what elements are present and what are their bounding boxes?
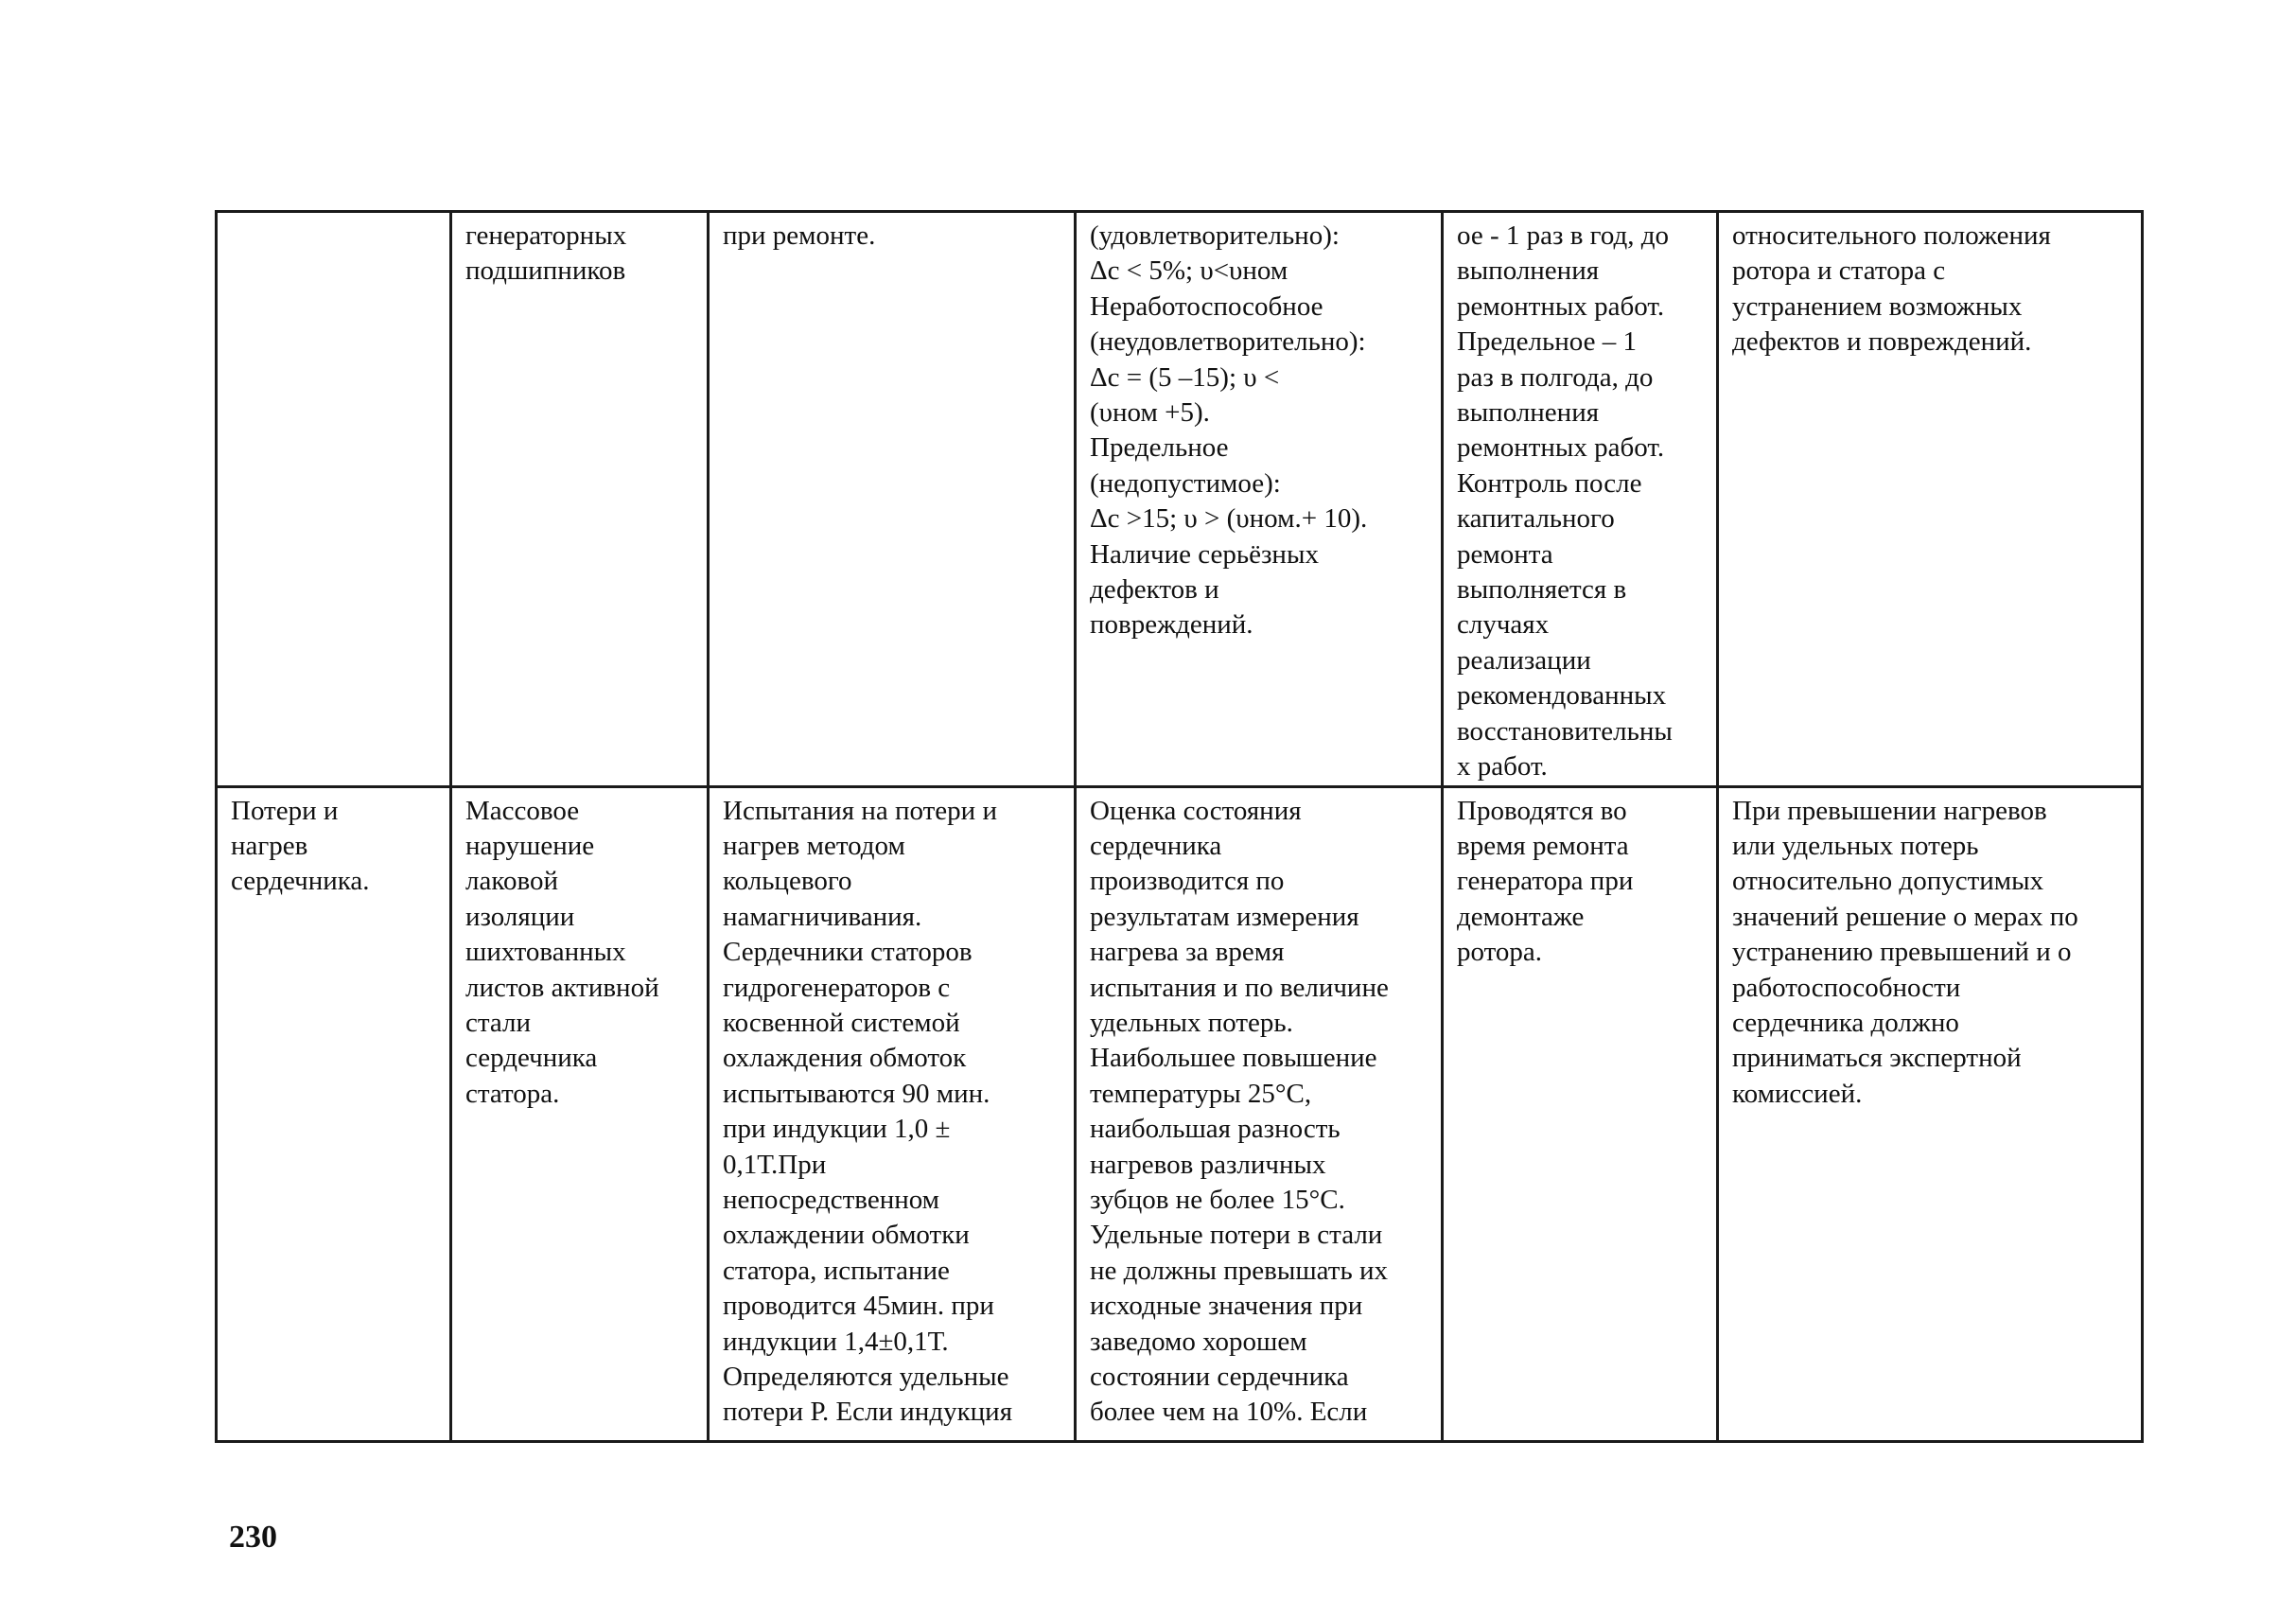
cell-text-line: значений решение о мерах по	[1732, 901, 2078, 932]
cell-text-line: Определяются удельные	[723, 1362, 1009, 1392]
cell-text-line: косвенной системой	[723, 1007, 960, 1038]
cell-text-line: листов активной	[465, 972, 659, 1003]
cell-text-line: при ремонте.	[723, 220, 876, 251]
cell-r1-c1	[217, 212, 451, 787]
cell-text-line: Предельное – 1	[1457, 326, 1638, 358]
cell-text-line: результатам измерения	[1090, 901, 1359, 932]
cell-text-line: производится по	[1090, 866, 1285, 897]
cell-r2-c6	[1718, 786, 2143, 1441]
cell-text-line: гидрогенераторов с	[723, 972, 951, 1003]
cell-text-line: работоспособности	[1732, 972, 1961, 1003]
cell-text-line: ремонта	[1457, 538, 1553, 570]
cell-text-line: Неработоспособное	[1090, 290, 1323, 322]
cell-text-line: или удельных потерь	[1732, 830, 1979, 861]
cell-text-line: устранению превышений и о	[1732, 937, 2072, 968]
cell-r2-c2	[451, 786, 709, 1441]
cell-text-line: дефектов и повреждений.	[1732, 326, 2032, 358]
cell-r1-c3	[709, 212, 1076, 787]
cell-text-line: шихтованных	[465, 937, 626, 968]
cell-text-line: охлаждении обмотки	[723, 1220, 970, 1251]
cell-r1-c4	[1076, 212, 1443, 787]
document-table	[215, 210, 2144, 1443]
cell-text-line: х работ.	[1457, 751, 1548, 782]
cell-r2-c5	[1443, 786, 1718, 1441]
cell-text-line: выполнения	[1457, 255, 1600, 287]
cell-text-line: Оценка состояния	[1090, 795, 1302, 826]
cell-text-line: (υном +5).	[1090, 397, 1210, 429]
cell-text-line: Δc = (5 –15); υ <	[1090, 361, 1280, 393]
cell-text-line: зубцов не более 15°С.	[1090, 1184, 1345, 1215]
cell-text-line: генераторных	[465, 220, 627, 251]
cell-text-line: не должны превышать их	[1090, 1255, 1388, 1286]
cell-text-line: нагревов различных	[1090, 1149, 1326, 1180]
table-row	[217, 786, 2143, 1441]
cell-text-line: сердечника	[1090, 830, 1222, 861]
cell-r1-c5	[1443, 212, 1718, 787]
cell-text-line: ротора и статора с	[1732, 255, 1946, 287]
cell-text-line: сердечника.	[231, 866, 370, 897]
cell-text-line: комиссией.	[1732, 1078, 1863, 1109]
cell-r1-c2	[451, 212, 709, 787]
cell-text-line: Сердечники статоров	[723, 937, 973, 968]
cell-text-line: температуры 25°С,	[1090, 1078, 1312, 1109]
cell-text-line: ое - 1 раз в год, до	[1457, 220, 1669, 251]
cell-text-line: при индукции 1,0 ±	[723, 1114, 951, 1145]
cell-text-line: Потери и	[231, 795, 339, 826]
cell-text-line: время ремонта	[1457, 830, 1629, 861]
cell-r1-c6	[1718, 212, 2143, 787]
cell-text-line: Контроль после	[1457, 467, 1642, 499]
cell-text-line: дефектов и	[1090, 574, 1219, 606]
cell-text-line: статора.	[465, 1078, 560, 1109]
cell-text-line: Массовое	[465, 795, 580, 826]
cell-r2-c3	[709, 786, 1076, 1441]
cell-text-line: нагрева за время	[1090, 937, 1285, 968]
cell-text-line: относительно допустимых	[1732, 866, 2044, 897]
cell-text-line: изоляции	[465, 901, 575, 932]
cell-text-line: ротора.	[1457, 937, 1543, 968]
cell-text-line: испытания и по величине	[1090, 972, 1389, 1003]
cell-r2-c1	[217, 786, 451, 1441]
cell-text-line: капитального	[1457, 503, 1615, 535]
cell-text-line: ремонтных работ.	[1457, 290, 1665, 322]
cell-text-line: При превышении нагревов	[1732, 795, 2047, 826]
cell-text-line: демонтаже	[1457, 901, 1585, 932]
table-row	[217, 212, 2143, 787]
cell-text-line: нарушение	[465, 830, 595, 861]
cell-text-line: кольцевого	[723, 866, 852, 897]
page-number: 230	[229, 1520, 277, 1555]
cell-text-line: Проводятся во	[1457, 795, 1627, 826]
cell-r2-c4	[1076, 786, 1443, 1441]
cell-text-line: устранением возможных	[1732, 290, 2023, 322]
cell-text-line: наибольшая разность	[1090, 1114, 1341, 1145]
cell-text-line: выполнения	[1457, 397, 1600, 429]
cell-text-line: (неудовлетворительно):	[1090, 326, 1366, 358]
cell-text-line: подшипников	[465, 255, 626, 287]
cell-text-line: исходные значения при	[1090, 1291, 1363, 1322]
cell-text-line: повреждений.	[1090, 609, 1253, 641]
cell-text-line: генератора при	[1457, 866, 1634, 897]
cell-text-line: непосредственном	[723, 1184, 940, 1215]
cell-text-line: проводится 45мин. при	[723, 1291, 994, 1322]
cell-text-line: раз в полгода, до	[1457, 361, 1654, 393]
cell-text-line: Δc < 5%; υ<υном	[1090, 255, 1288, 287]
cell-text-line: (недопустимое):	[1090, 467, 1281, 499]
cell-text-line: нагрев методом	[723, 830, 905, 861]
cell-text-line: реализации	[1457, 644, 1591, 676]
cell-text-line: испытываются 90 мин.	[723, 1078, 990, 1109]
cell-text-line: рекомендованных	[1457, 680, 1667, 712]
cell-text-line: Δc >15; υ > (υном.+ 10).	[1090, 503, 1368, 535]
cell-text-line: лаковой	[465, 866, 558, 897]
cell-text-line: относительного положения	[1732, 220, 2051, 251]
cell-text-line: восстановительны	[1457, 715, 1673, 747]
cell-text-line: ремонтных работ.	[1457, 432, 1665, 464]
cell-text-line: более чем на 10%. Если	[1090, 1397, 1368, 1428]
cell-text-line: (удовлетворительно):	[1090, 220, 1340, 251]
cell-text-line: намагничивания.	[723, 901, 922, 932]
cell-text-line: сердечника должно	[1732, 1007, 1959, 1038]
cell-text-line: приниматься экспертной	[1732, 1043, 2022, 1074]
cell-text-line: Наличие серьёзных	[1090, 538, 1319, 570]
cell-text-line: заведомо хорошем	[1090, 1326, 1307, 1357]
cell-text-line: стали	[465, 1007, 532, 1038]
cell-text-line: удельных потерь.	[1090, 1007, 1293, 1038]
cell-text-line: Наибольшее повышение	[1090, 1043, 1377, 1074]
cell-text-line: потери Р. Если индукция	[723, 1397, 1013, 1428]
cell-text-line: нагрев	[231, 830, 308, 861]
cell-text-line: сердечника	[465, 1043, 598, 1074]
cell-text-line: 0,1Т.При	[723, 1149, 827, 1180]
cell-text-line: индукции 1,4±0,1Т.	[723, 1326, 949, 1357]
cell-text-line: выполняется в	[1457, 574, 1627, 606]
cell-text-line: Предельное	[1090, 432, 1229, 464]
cell-text-line: случаях	[1457, 609, 1550, 641]
cell-text-line: Удельные потери в стали	[1090, 1220, 1383, 1251]
cell-text-line: охлаждения обмоток	[723, 1043, 967, 1074]
cell-text-line: статора, испытание	[723, 1255, 950, 1286]
cell-text-line: Испытания на потери и	[723, 795, 997, 826]
cell-text-line: состоянии сердечника	[1090, 1362, 1349, 1392]
